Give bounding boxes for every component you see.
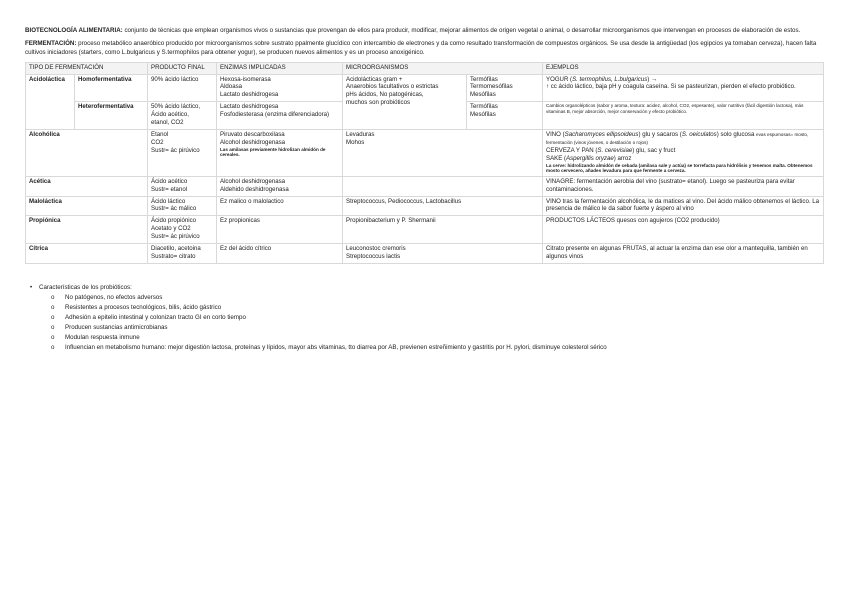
probiotics-title: Características de los probióticos: <box>39 283 132 291</box>
enzymes-cell: Ez malico o malolactico <box>217 196 343 216</box>
micro-cell: Propionibacterium y P. Shermanii <box>343 216 543 244</box>
enzymes-cell: Lactato deshidrogesa Fosfodiesterasa (enzima diferenciadora) <box>217 102 343 130</box>
type-acidolactica: Acidoláctica <box>26 74 75 129</box>
micro-cell: Acidolácticas gram + Anaerobios facultativos o estrictas pHs ácidos, No patogénicas, muchos son probióticos <box>343 74 467 129</box>
micro-cell: Streptococcus, Pediococcus, Lactobacillus <box>343 196 543 216</box>
temp-cell: Termófilas Termomesófilas Mesófilas <box>467 74 543 102</box>
product-cell: Ácido acético Sustr= etanol <box>148 176 217 196</box>
table-row <box>26 216 824 244</box>
fermentation-table <box>25 62 824 264</box>
list-item <box>39 283 823 353</box>
table-header-row <box>26 62 824 74</box>
header-tipo: TIPO DE FERMENTACIÓN <box>26 62 148 74</box>
list-item: o Producen sustancias antimicrobianas <box>65 323 823 333</box>
product-cell: Ácido propiónico Acetato y CO2 Sustr= ác pirúvico <box>148 216 217 244</box>
type-citrica: Cítrica <box>26 244 148 264</box>
ferm-definition: proceso metabólico anaeróbico producido por microorganismos sobre sustrato ppalmente glucídico con intercambio de electrones y da como resultado transformación de compuestos orgánicos. Se usa desde la antigüedad (los egipcios ya tomaban cerveza), hacen falta cultivos iniciadores (starters, como L.bulgaricus y S.termophilos para obtener yogur), se producen nuevos alimentos y es un proceso anoxigénico. <box>25 40 817 57</box>
list-item: o Adhesión a epitelio intestinal y colonizan tracto GI en corto tiempo <box>65 313 823 323</box>
micro-cell: Levaduras Mohos <box>343 129 543 176</box>
micro-cell <box>343 176 543 196</box>
example-cell: PRODUCTOS LÁCTEOS quesos con agujeros (CO2 producido) <box>543 216 824 244</box>
header-producto: PRODUCTO FINAL <box>148 62 217 74</box>
enzymes-cell: Alcohol deshidrogenasa Aldehido deshidrogenasa <box>217 176 343 196</box>
biotec-paragraph <box>25 26 823 35</box>
subtype-homo: Homofermentativa <box>75 74 148 102</box>
product-cell: Etanol CO2 Sustr= ác pirúvico <box>148 129 217 176</box>
product-cell: Diacetilo, acetoina Sustrato= citrato <box>148 244 217 264</box>
table-row <box>26 244 824 264</box>
example-cell: Cambios organolépticos (sabor y aroma, textura: acidez, alcohol, CO2, espesante), valor nutritivo (fácil digestión lactosa), más vitaminas B, mejor absorción, mejor conservación y efecto probiótico. <box>543 102 824 130</box>
list-item: o Influencian en metabolismo humano: mejor digestión lactosa, proteínas y lípidos, mayor abs vitaminas, tto diarrea por AB, previenen estreñimiento y gastritis por H. pylori, disminuye colesterol sérico <box>65 343 823 353</box>
document-page <box>25 26 823 353</box>
type-propionica: Propiónica <box>26 216 148 244</box>
header-enzimas: ENZIMAS IMPLICADAS <box>217 62 343 74</box>
probiotics-list <box>25 283 823 353</box>
table-row <box>26 196 824 216</box>
type-malolactica: Maloláctica <box>26 196 148 216</box>
list-item: o Modulan respuesta inmune <box>65 333 823 343</box>
header-ejemplos: EJEMPLOS <box>543 62 824 74</box>
table-row <box>26 74 824 102</box>
type-alcoholica: Alcohólica <box>26 129 148 176</box>
temp-cell: Termófilas Mesófilas <box>467 102 543 130</box>
biotec-definition: conjunto de técnicas que emplean organismos vivos o sustancias que provengan de ellos para producir, modificar, mejorar alimentos de origen vegetal o animal, o desarrollar microorganismos que intervengan en procesos de elaboración de estos. <box>122 27 801 34</box>
product-cell: 50% ácido láctico, Ácido acético, etanol, CO2 <box>148 102 217 130</box>
product-cell: Ácido láctico Sustr= ác málico <box>148 196 217 216</box>
list-item: o No patógenos, no efectos adversos <box>65 293 823 303</box>
product-cell: 90% ácido láctico <box>148 74 217 102</box>
probiotics-sublist <box>39 293 823 353</box>
enzymes-cell: Piruvato descarboxilasa Alcohol deshidrogenasa Las amilasas previamente hidrolizan almidón de cereales. <box>217 129 343 176</box>
example-cell: YOGUR (S. termophilus, L.bulgaricus) → ↑ cc ácido láctico, baja pH y coagula caseína. Si se pasteurizan, pierden el efecto probiótico. <box>543 74 824 102</box>
table-row <box>26 129 824 176</box>
table-row <box>26 176 824 196</box>
example-cell: VINAGRE: fermentación aerobia del vino (sustrato= etanol). Luego se pasteuriza para evitar contaminaciones. <box>543 176 824 196</box>
ferm-paragraph <box>25 39 823 57</box>
example-cell: VINO (Sacharomyces ellipsoideus) glu y sacaros (S. oeiculatos) solo glucosa evas espumosas= mosto, fermentación (vinos jóvenes, o destilación o rojos) CERVEZA Y PAN (S. cerevisiae) glu, sac y fruct SAKE (Aspergillis oryzae) arroz La cerve: hidrolizando almidón de cebada (amilasa sale y actúa) se torrefacta para hidrólisis y tenemos malta. Obtenemos mosto cervecero, añades levadura para que fermente a cerveza. <box>543 129 824 176</box>
example-cell: Citrato presente en algunas FRUTAS, al actuar la enzima dan ese olor a mantequilla, también en algunos vinos <box>543 244 824 264</box>
type-acetica: Acética <box>26 176 148 196</box>
micro-cell: Leuconostoc cremoris Streptococcus lactis <box>343 244 543 264</box>
list-item: o Resistentes a procesos tecnológicos, bilis, ácido gástrico <box>65 303 823 313</box>
example-cell: VINO tras la fermentación alcohólica, le da matices al vino. Del ácido málico obtenemos el láctico. La presencia de málico le da sabor fuerte y áspero al vino <box>543 196 824 216</box>
subtype-hetero: Heterofermentativa <box>75 102 148 130</box>
header-micro: MICROORGANISMOS <box>343 62 543 74</box>
ferm-term: FERMENTACIÓN: <box>25 40 77 48</box>
enzymes-cell: Ez del ácido cítrico <box>217 244 343 264</box>
biotec-term: BIOTECNOLOGÍA ALIMENTARIA: <box>25 27 123 34</box>
enzymes-cell: Ez propionicas <box>217 216 343 244</box>
enzymes-cell: Hexosa-isomerasa Aldoasa Lactato deshidrogesa <box>217 74 343 102</box>
